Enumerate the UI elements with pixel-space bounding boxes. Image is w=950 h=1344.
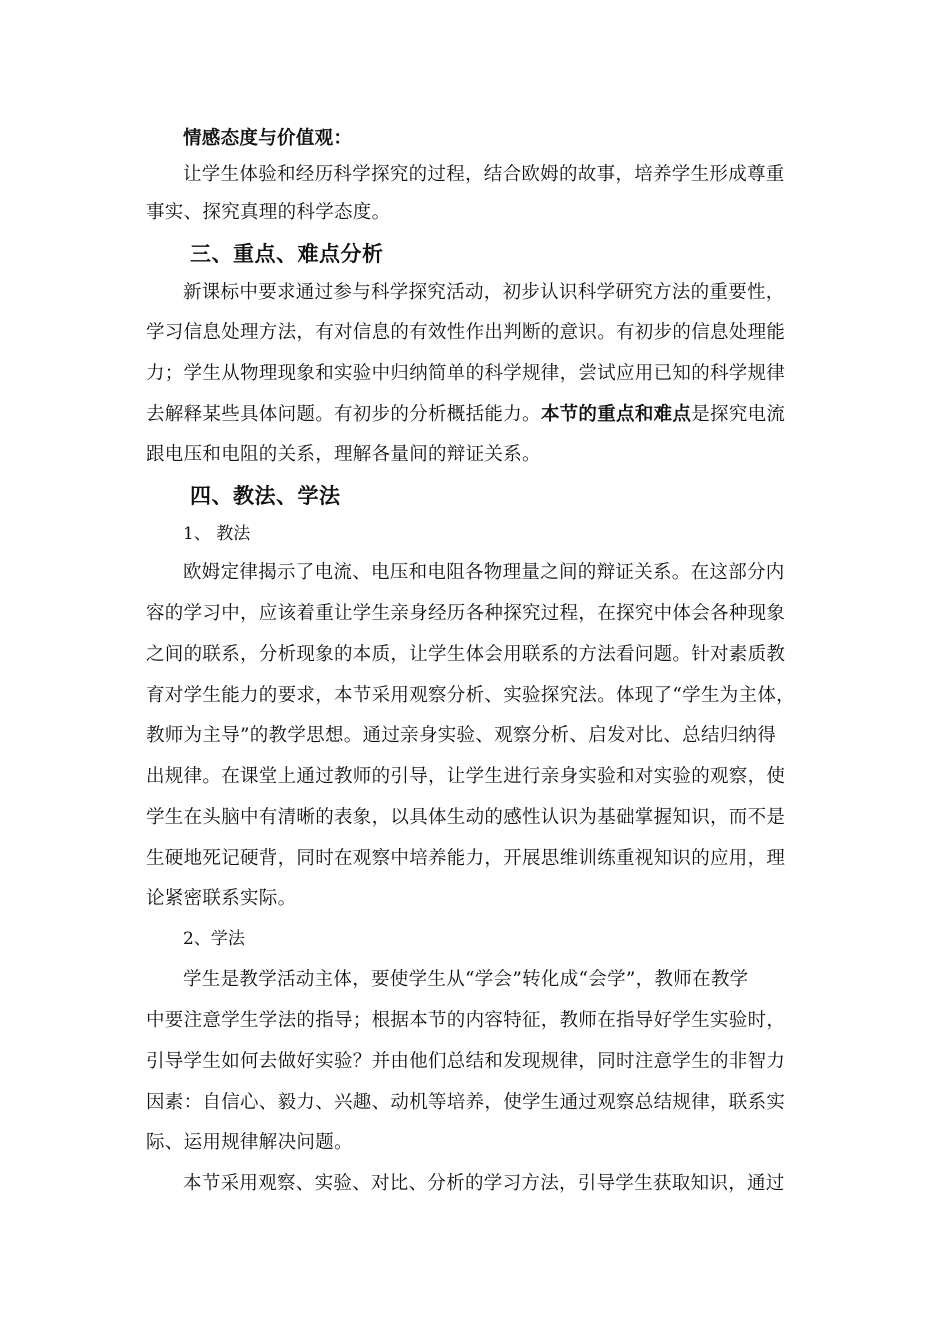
paragraph-line: 出规律。在课堂上通过教师的引导，让学生进行亲身实验和对实验的观察，使 (146, 766, 786, 787)
paragraph-line: 学习信息处理方法，有对信息的有效性作出判断的意识。有初步的信息处理能 (146, 322, 786, 343)
paragraph-line: 事实、探究真理的科学态度。 (146, 202, 391, 223)
paragraph-line: 际、运用规律解决问题。 (146, 1132, 353, 1153)
paragraph-line: 学生是教学活动主体，要使学生从“学会”转化成“会学”，教师在教学 (183, 969, 749, 990)
paragraph-line: 引导学生如何去做好实验？并由他们总结和发现规律，同时注意学生的非智力 (146, 1051, 786, 1072)
paragraph-text: 去解释某些具体问题。有初步的分析概括能力。 (146, 404, 541, 425)
paragraph-line: 之间的联系，分析现象的本质，让学生体会用联系的方法看问题。针对素质教 (146, 644, 786, 665)
paragraph-line: 学生在头脑中有清晰的表象，以具体生动的感性认识为基础掌握知识，而不是 (146, 807, 786, 828)
paragraph-line: 新课标中要求通过参与科学探究活动，初步认识科学研究方法的重要性， (183, 282, 785, 303)
paragraph-line: 育对学生能力的要求，本节采用观察分析、实验探究法。体现了“学生为主体， (146, 685, 795, 706)
paragraph-line: 欧姆定律揭示了电流、电压和电阻各物理量之间的辩证关系。在这部分内 (183, 562, 785, 583)
paragraph-line: 论紧密联系实际。 (146, 888, 297, 909)
emphasis-text: 本节的重点和难点 (540, 404, 692, 425)
section-heading-key-points: 三、重点、难点分析 (190, 241, 384, 266)
paragraph-line: 容的学习中，应该着重让学生亲身经历各种探究过程，在探究中体会各种现象 (146, 603, 786, 624)
paragraph-line: 因素：自信心、毅力、兴趣、动机等培养，使学生通过观察总结规律，联系实 (146, 1092, 786, 1113)
section-heading-methods: 四、教法、学法 (190, 483, 341, 508)
paragraph-line: 生硬地死记硬背，同时在观察中培养能力，开展思维训练重视知识的应用，理 (146, 848, 786, 869)
paragraph-line: 教师为主导”的教学思想。通过亲身实验、观察分析、启发对比、总结归纳得 (146, 725, 777, 746)
paragraph-line: 让学生体验和经历科学探究的过程，结合欧姆的故事，培养学生形成尊重 (183, 164, 785, 185)
paragraph-line: 跟电压和电阻的关系，理解各量间的辩证关系。 (146, 444, 541, 465)
sub-heading-teaching-method: 1、 教法 (183, 524, 251, 544)
sub-heading-learning-method: 2、学法 (183, 929, 245, 949)
paragraph-line-with-emphasis (146, 402, 806, 428)
attitude-label: 情感态度与价值观： (183, 128, 353, 149)
paragraph-line: 力；学生从物理现象和实验中归纳简单的科学规律，尝试应用已知的科学规律 (146, 363, 786, 384)
paragraph-line: 中要注意学生学法的指导；根据本节的内容特征，教师在指导好学生实验时， (146, 1010, 786, 1031)
paragraph-text: 是探究电流 (691, 404, 786, 425)
paragraph-line: 本节采用观察、实验、对比、分析的学习方法，引导学生获取知识，通过 (183, 1173, 785, 1194)
